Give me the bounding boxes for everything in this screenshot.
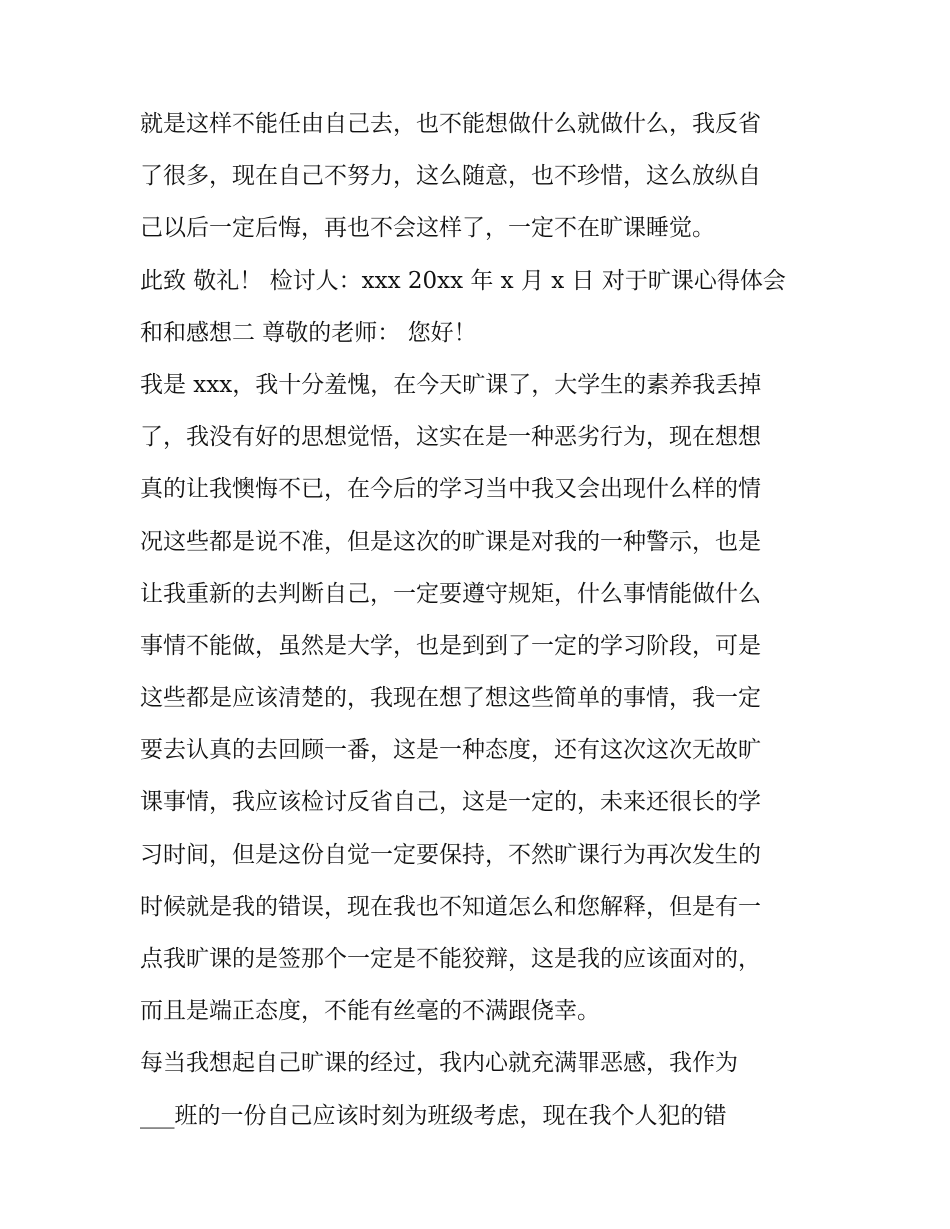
text-line-8: 真的让我懊悔不已，在今后的学习当中我又会出现什么样的情	[140, 476, 761, 503]
text-line-18: 而且是端正态度，不能有丝毫的不满跟侥幸。	[140, 998, 600, 1025]
text-line-2: 了很多，现在自己不努力，这么随意，也不珍惜，这么放纵自	[140, 163, 761, 190]
text-line-13: 要去认真的去回顾一番，这是一种态度，还有这次这次无故旷	[140, 737, 761, 764]
text-line-16: 时候就是我的错误，现在我也不知道怎么和您解释，但是有一	[140, 893, 761, 920]
text-line-20: ___班的一份自己应该时刻为班级考虑，现在我个人犯的错	[140, 1102, 727, 1129]
text-line-3: 己以后一定后悔，再也不会这样了，一定不在旷课睡觉。	[140, 215, 715, 242]
text-line-9: 况这些都是说不准，但是这次的旷课是对我的一种警示，也是	[140, 528, 761, 555]
text-line-11: 事情不能做，虽然是大学，也是到到了一定的学习阶段，可是	[140, 632, 761, 659]
text-line-4: 此致 敬礼！ 检讨人：xxx 20xx 年 x 月 x 日 对于旷课心得体会	[140, 267, 786, 294]
text-line-12: 这些都是应该清楚的，我现在想了想这些简单的事情，我一定	[140, 685, 761, 712]
text-line-5: 和和感想二 尊敬的老师： 您好！	[140, 319, 477, 346]
text-line-17: 点我旷课的是签那个一定是不能狡辩，这是我的应该面对的，	[140, 946, 761, 972]
text-line-19: 每当我想起自己旷课的经过，我内心就充满罪恶感，我作为	[140, 1050, 738, 1077]
text-line-14: 课事情，我应该检讨反省自己，这是一定的，未来还很长的学	[140, 789, 761, 816]
body-text	[140, 98, 830, 1142]
text-line-7: 了，我没有好的思想觉悟，这实在是一种恶劣行为，现在想想	[140, 424, 761, 451]
text-line-15: 习时间，但是这份自觉一定要保持，不然旷课行为再次发生的	[140, 841, 761, 868]
text-line-10: 让我重新的去判断自己，一定要遵守规矩，什么事情能做什么	[140, 580, 761, 607]
text-line-1: 就是这样不能任由自己去，也不能想做什么就做什么，我反省	[140, 111, 761, 137]
text-line-6: 我是 xxx，我十分羞愧，在今天旷课了，大学生的素养我丢掉	[140, 371, 762, 398]
